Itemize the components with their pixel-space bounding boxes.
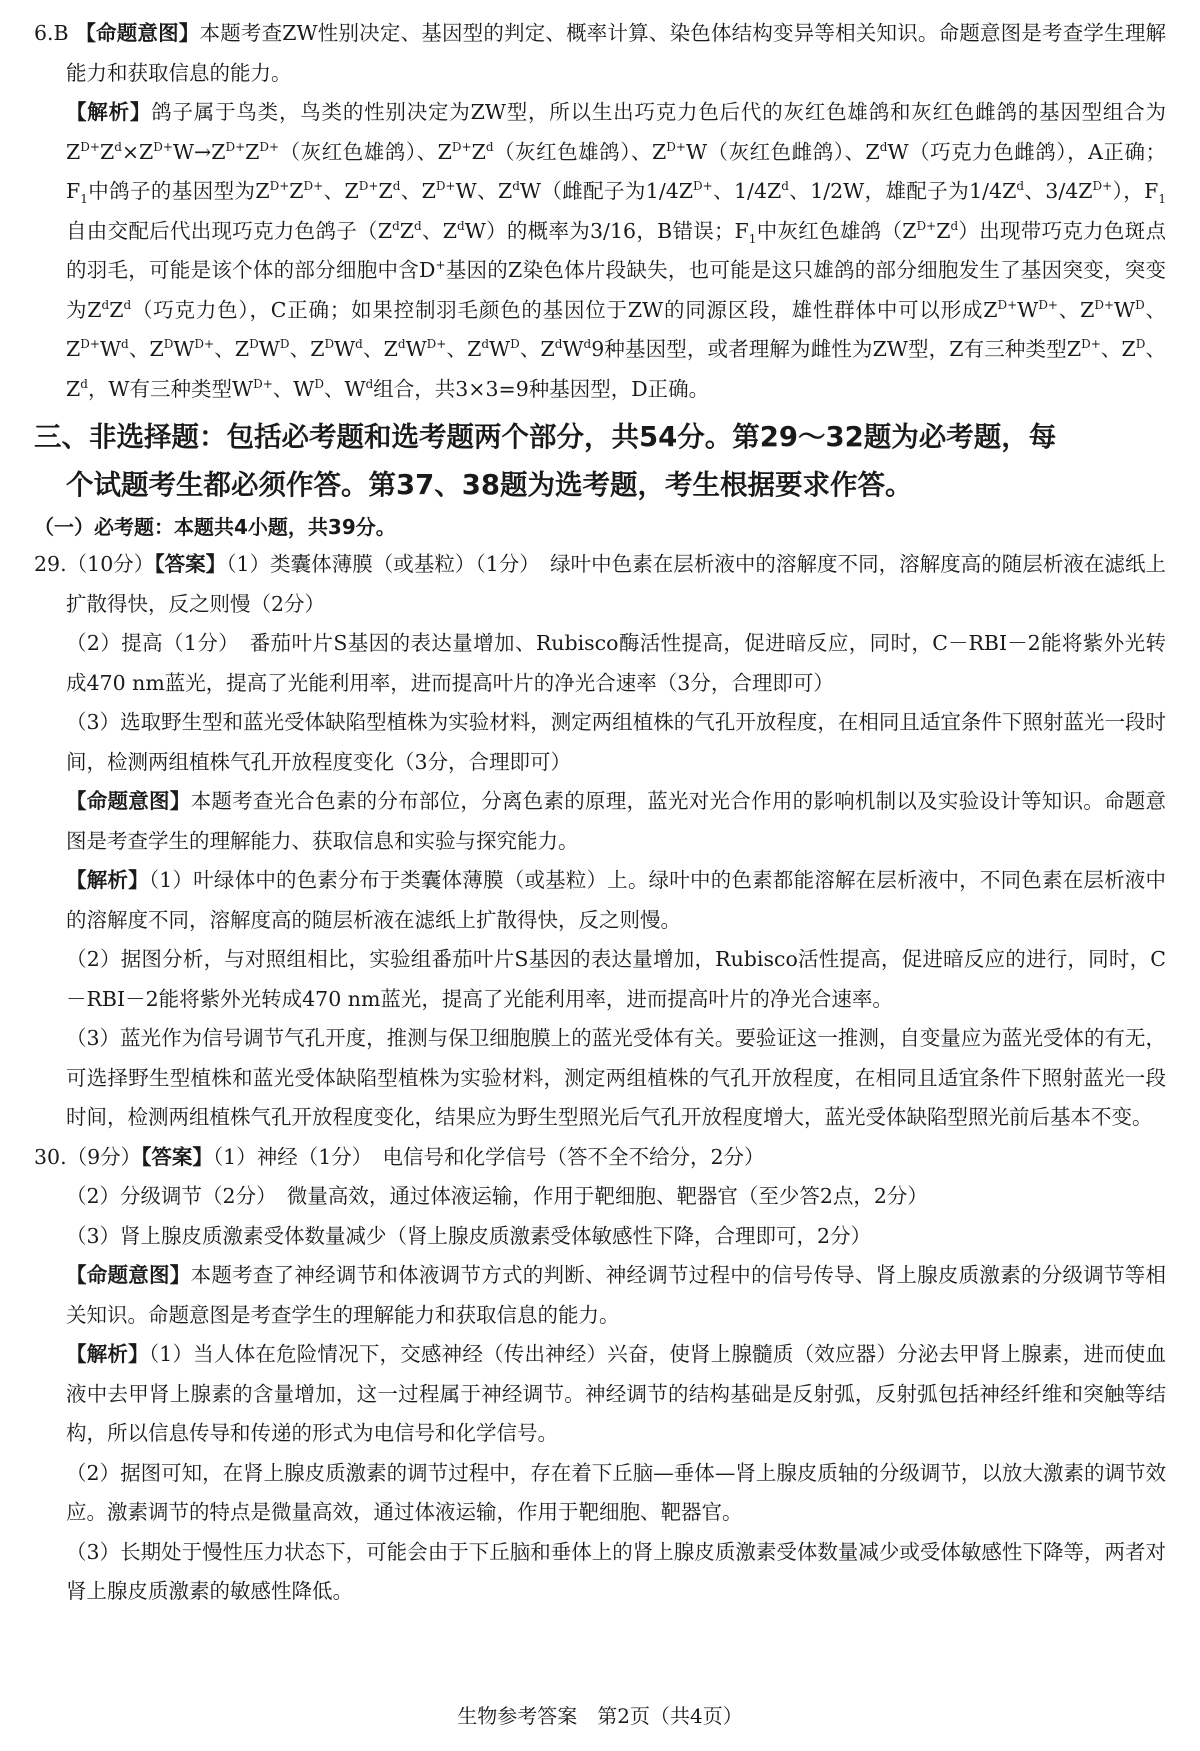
q6-intent-paragraph — [34, 14, 1166, 93]
answer-tag: 【答案】 — [141, 1144, 213, 1169]
section-three-line1: 三、非选择题：包括必考题和选考题两个部分，共54分。第29～32题为必考题，每 — [34, 421, 1057, 453]
q30-ans1-text: （1）神经（1分） 电信号和化学信号（答不全不给分，2分） — [212, 1144, 765, 1169]
q29-analysis-3: （3）蓝光作为信号调节气孔开度，推测与保卫细胞膜上的蓝光受体有关。要验证这一推测，自变量应为蓝光受体的有无，可选择野生型植株和蓝光受体缺陷型植株为实验材料，测定两组植株的气孔开放程度，在相同且适宜条件下照射蓝光一段时间，检测两组植株气孔开放程度变化，结果应为野生型照光后气孔开放程度增大，蓝光受体缺陷型照光前后基本不变。 — [66, 1026, 1166, 1129]
intent-tag: 【命题意图】 — [66, 1263, 191, 1287]
q30-answer-1 — [34, 1138, 1166, 1178]
q30-analysis-3: （3）长期处于慢性压力状态下，可能会由于下丘脑和垂体上的肾上腺皮质激素受体数量减少或受体敏感性下降等，两者对肾上腺皮质激素的敏感性降低。 — [66, 1539, 1166, 1603]
q29-answer-1 — [34, 545, 1166, 624]
intent-tag: 【命题意图】 — [66, 789, 191, 813]
q29-intent-text: 本题考查光合色素的分布部位，分离色素的原理，蓝光对光合作用的影响机制以及实验设计等知识。命题意图是考查学生的理解能力、获取信息和实验与探究能力。 — [66, 789, 1167, 853]
q29-an1-text: （1）叶绿体中的色素分布于类囊体薄膜（或基粒）上。绿叶中的色素都能溶解在层析液中，不同色素在层析液中的溶解度不同，溶解度高的随层析液在滤纸上扩散得快，反之则慢。 — [66, 868, 1166, 932]
q30-analysis-2: （2）据图可知，在肾上腺皮质激素的调节过程中，存在着下丘脑—垂体—肾上腺皮质轴的分级调节，以放大激素的调节效应。激素调节的特点是微量高效，通过体液运输，作用于靶细胞、靶器官。 — [66, 1460, 1166, 1524]
q29-intent-paragraph — [34, 782, 1166, 861]
intent-tag: 【命题意图】 — [75, 21, 200, 45]
q29-ans1-text: （1）类囊体薄膜（或基粒）（1分） 绿叶中色素在层析液中的溶解度不同，溶解度高的随层析液在滤纸上扩散得快，反之则慢（2分） — [66, 552, 1166, 616]
q6-number: 6.B — [34, 21, 69, 45]
q6-analysis-text: 鸽子属于鸟类，鸟类的性别决定为ZW型，所以生出巧克力色后代的灰红色雄鸽和灰红色雌鸽的基因型组合为$Z^{D+}Z^d\times Z^{D+}W\to Z^{D+}Z^{D+}$（灰红色雄鸽）、$Z^{D+}Z^d$（灰红色雄鸽）、$Z^{D+}W$（灰红色雌鸽）、$Z^dW$（巧克力色雌鸽），A正确；$F_1$中鸽子的基因型为$Z^{D+}Z^{D+}$、$Z^{D+}Z^d$、$Z^{D+}W$、$Z^dW$（雌配子为$1/4Z^{D+}$、$1/4Z^d$、1/2W，雄配子为$1/4Z^d$、$3/4Z^{D+}$），$F_1$自由交配后代出现巧克力色鸽子（$Z^dZ^d$、$Z^dW$）的概率为3/16，B错误；$F_1$中灰红色雄鸽$(Z^{D+}Z^d)$出现带巧克力色斑点的羽毛，可能是该个体的部分细胞中含D+基因的Z染色体片段缺失，也可能是这只雄鸽的部分细胞发生了基因突变，突变为$Z^dZ^d$（巧克力色），C正确；如果控制羽毛颜色的基因位于ZW的同源区段，雄性群体中可以形成$Z^{D+}W^{D+}$、$Z^{D+}W^D$、$Z^{D+}W^d$、$Z^DW^{D+}$、$Z^DW^D$、$Z^DW^d$、$Z^dW^{D+}$、$Z^dW^D$、$Z^dW^d9$种基因型，或者理解为雌性为ZW型，Z有三种类型$Z^{D+}$、$Z^D$、$Z^d$，W有三种类型$W^{D+}$、$W^D$、$W^d$组合，共3×3=9种基因型，D正确。 — [66, 100, 1167, 401]
q30-answer-2: （2）分级调节（2分） 微量高效，通过体液运输，作用于靶细胞、靶器官（至少答2点，2分） — [66, 1184, 928, 1208]
analysis-tag: 【解析】 — [66, 868, 149, 892]
q30-intent-paragraph — [34, 1256, 1166, 1335]
analysis-tag: 【解析】 — [66, 1342, 149, 1366]
page-footer: 生物参考答案 第2页（共4页） — [457, 1704, 743, 1728]
analysis-tag: 【解析】 — [66, 100, 152, 124]
section-three-line2: 个试题考生都必须作答。第37、38题为选考题，考生根据要求作答。 — [66, 469, 913, 501]
q29-answer-3: （3）选取野生型和蓝光受体缺陷型植株为实验材料，测定两组植株的气孔开放程度，在相同且适宜条件下照射蓝光一段时间，检测两组植株气孔开放程度变化（3分，合理即可） — [66, 710, 1166, 774]
answer-tag: 【答案】 — [154, 552, 227, 576]
q6-intent-text: 本题考查ZW性别决定、基因型的判定、概率计算、染色体结构变异等相关知识。命题意图是考查学生理解能力和获取信息的能力。 — [66, 21, 1167, 85]
q30-head: 30.（9分） — [34, 1144, 142, 1169]
q29-head: 29.（10分） — [34, 552, 155, 576]
q29-analysis-2: （2）据图分析，与对照组相比，实验组番茄叶片S基因的表达量增加，Rubisco活性提高，促进暗反应的进行，同时，C－RBI－2能将紫外光转成470 nm蓝光，提高了光能利用率，进而提高叶片的净光合速率。 — [66, 947, 1166, 1011]
q30-intent-text: 本题考查了神经调节和体液调节方式的判断、神经调节过程中的信号传导、肾上腺皮质激素的分级调节等相关知识。命题意图是考查学生的理解能力和获取信息的能力。 — [66, 1263, 1167, 1327]
required-part-heading: （一）必考题：本题共4小题，共39分。 — [34, 515, 396, 539]
q30-an1-text: （1）当人体在危险情况下，交感神经（传出神经）兴奋，使肾上腺髓质（效应器）分泌去甲肾上腺素，进而使血液中去甲肾上腺素的含量增加，这一过程属于神经调节。神经调节的结构基础是反射弧，反射弧包括神经纤维和突触等结构，所以信息传导和传递的形式为电信号和化学信号。 — [66, 1342, 1166, 1445]
section-three-heading — [34, 413, 1166, 509]
q30-analysis-1 — [34, 1335, 1166, 1454]
q29-analysis-1 — [34, 861, 1166, 940]
q30-answer-3: （3）肾上腺皮质激素受体数量减少（肾上腺皮质激素受体敏感性下降，合理即可，2分） — [66, 1223, 872, 1248]
q29-answer-2: （2）提高（1分） 番茄叶片S基因的表达量增加、Rubisco酶活性提高，促进暗反应，同时，C－RBI－2能将紫外光转成470 nm蓝光，提高了光能利用率，进而提高叶片的净光合速率（3分，合理即可） — [66, 631, 1166, 695]
q6-analysis-paragraph — [34, 93, 1166, 409]
